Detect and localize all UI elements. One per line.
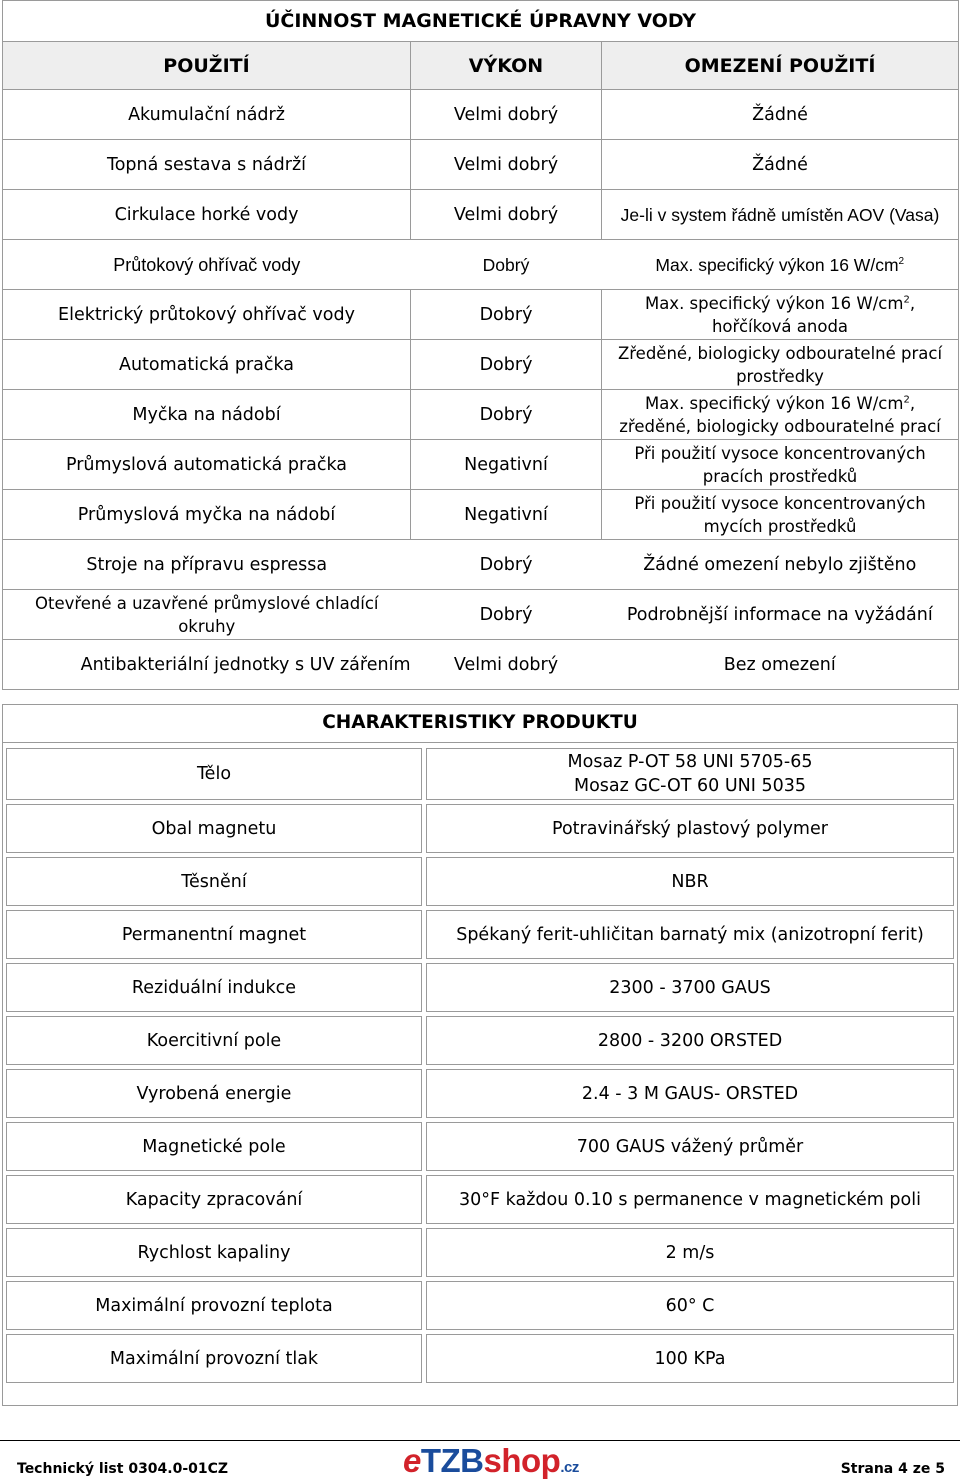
table-row xyxy=(6,857,954,906)
cell-performance: Negativní xyxy=(411,490,602,540)
cell-limitation: Max. specifický výkon 16 $W/cm^2$, hořčíková anoda xyxy=(602,290,959,340)
cell-use: Průmyslová automatická pračka xyxy=(3,440,411,490)
product-characteristics-table xyxy=(2,744,958,1387)
cell-key: Permanentní magnet xyxy=(6,910,422,959)
cell-limitation: Při použití vysoce koncentrovaných pracích prostředků xyxy=(602,440,959,490)
cell-performance: Velmi dobrý xyxy=(411,90,602,140)
cell-value: 2.4 - 3 M GAUS- ORSTED xyxy=(426,1069,954,1118)
cell-performance: Velmi dobrý xyxy=(411,640,602,690)
table-row xyxy=(3,540,959,590)
cell-performance: Dobrý xyxy=(411,590,602,640)
cell-limitation: Max. specifický výkon 16 $W/cm^2$ xyxy=(602,240,959,290)
cell-use: Otevřené a uzavřené průmyslové chladící okruhy xyxy=(3,590,411,640)
header-use: POUŽITÍ xyxy=(3,42,411,90)
table-row xyxy=(3,140,959,190)
cell-use: Topná sestava s nádrží xyxy=(3,140,411,190)
cell-performance: Dobrý xyxy=(411,390,602,440)
cell-use: Akumulační nádrž xyxy=(3,90,411,140)
table-row xyxy=(3,190,959,240)
etzbshop-logo[interactable]: eTZBshop.cz xyxy=(403,1442,579,1479)
table-row xyxy=(3,590,959,640)
cell-key: Maximální provozní tlak xyxy=(6,1334,422,1383)
table-row xyxy=(6,804,954,853)
cell-value: 2 m/s xyxy=(426,1228,954,1277)
table-row xyxy=(3,240,959,290)
cell-value: 100 KPa xyxy=(426,1334,954,1383)
table-row xyxy=(6,1175,954,1224)
cell-key: Těsnění xyxy=(6,857,422,906)
cell-limitation: Žádné xyxy=(602,140,959,190)
cell-use: Myčka na nádobí xyxy=(3,390,411,440)
cell-use: Průmyslová myčka na nádobí xyxy=(3,490,411,540)
page-footer xyxy=(0,1440,960,1483)
cell-value: 2800 - 3200 ORSTED xyxy=(426,1016,954,1065)
cell-key: Koercitivní pole xyxy=(6,1016,422,1065)
cell-value: Potravinářský plastový polymer xyxy=(426,804,954,853)
cell-key: Maximální provozní teplota xyxy=(6,1281,422,1330)
cell-use: Antibakteriální jednotky s UV zářením xyxy=(3,640,411,690)
table-row xyxy=(3,390,959,440)
cell-value: NBR xyxy=(426,857,954,906)
table-row xyxy=(3,440,959,490)
table-row xyxy=(6,1069,954,1118)
cell-use: Stroje na přípravu espressa xyxy=(3,540,411,590)
cell-use: Elektrický průtokový ohřívač vody xyxy=(3,290,411,340)
cell-performance: Velmi dobrý xyxy=(411,140,602,190)
product-characteristics-title: CHARAKTERISTIKY PRODUKTU xyxy=(2,704,958,742)
document-id: Technický list 0304.0-01CZ xyxy=(17,1461,229,1477)
table-row xyxy=(6,748,954,800)
cell-key: Kapacity zpracování xyxy=(6,1175,422,1224)
product-characteristics-section xyxy=(0,704,960,1406)
cell-key: Reziduální indukce xyxy=(6,963,422,1012)
table-row xyxy=(3,640,959,690)
table-row xyxy=(3,290,959,340)
cell-limitation: Zředěné, biologicky odbouratelné prací prostředky xyxy=(602,340,959,390)
efficiency-table xyxy=(2,0,959,690)
cell-limitation: Max. specifický výkon 16 $W/cm^2$, zředěné, biologicky odbouratelné prací xyxy=(602,390,959,440)
cell-value: 2300 - 3700 GAUS xyxy=(426,963,954,1012)
cell-use: Průtokový ohřívač vody xyxy=(3,240,411,290)
cell-performance: Dobrý xyxy=(411,290,602,340)
cell-key: Vyrobená energie xyxy=(6,1069,422,1118)
cell-value: Mosaz P-OT 58 UNI 5705-65 Mosaz GC-OT 60 UNI 5035 xyxy=(426,748,954,800)
header-limitation: OMEZENÍ POUŽITÍ xyxy=(602,42,959,90)
cell-use: Cirkulace horké vody xyxy=(3,190,411,240)
table-row xyxy=(6,1281,954,1330)
cell-limitation: Bez omezení xyxy=(602,640,959,690)
cell-performance: Dobrý xyxy=(411,240,602,290)
table-row xyxy=(6,963,954,1012)
cell-limitation: Žádné xyxy=(602,90,959,140)
table-row xyxy=(6,910,954,959)
table-row xyxy=(6,1016,954,1065)
efficiency-table-title: ÚČINNOST MAGNETICKÉ ÚPRAVNY VODY xyxy=(3,1,959,42)
cell-limitation: Je-li v system řádně umístěn AOV (Vasa) xyxy=(602,190,959,240)
cell-limitation: Při použití vysoce koncentrovaných mycích prostředků xyxy=(602,490,959,540)
table-row xyxy=(3,340,959,390)
page-number: Strana 4 ze 5 xyxy=(840,1461,945,1477)
cell-value: 60° C xyxy=(426,1281,954,1330)
cell-performance: Dobrý xyxy=(411,540,602,590)
cell-performance: Negativní xyxy=(411,440,602,490)
cell-performance: Velmi dobrý xyxy=(411,190,602,240)
cell-performance: Dobrý xyxy=(411,340,602,390)
cell-key: Magnetické pole xyxy=(6,1122,422,1171)
table-row xyxy=(6,1334,954,1383)
cell-value: 700 GAUS vážený průměr xyxy=(426,1122,954,1171)
table-row xyxy=(3,490,959,540)
cell-use: Automatická pračka xyxy=(3,340,411,390)
cell-value: 30°F každou 0.10 s permanence v magnetickém poli xyxy=(426,1175,954,1224)
table-row xyxy=(3,90,959,140)
header-performance: VÝKON xyxy=(411,42,602,90)
cell-value: Spékaný ferit-uhličitan barnatý mix (anizotropní ferit) xyxy=(426,910,954,959)
cell-key: Tělo xyxy=(6,748,422,800)
footer-divider xyxy=(0,1440,960,1441)
cell-key: Rychlost kapaliny xyxy=(6,1228,422,1277)
cell-limitation: Podrobnější informace na vyžádání xyxy=(602,590,959,640)
cell-key: Obal magnetu xyxy=(6,804,422,853)
table-row xyxy=(6,1122,954,1171)
cell-limitation: Žádné omezení nebylo zjištěno xyxy=(602,540,959,590)
table-row xyxy=(6,1228,954,1277)
